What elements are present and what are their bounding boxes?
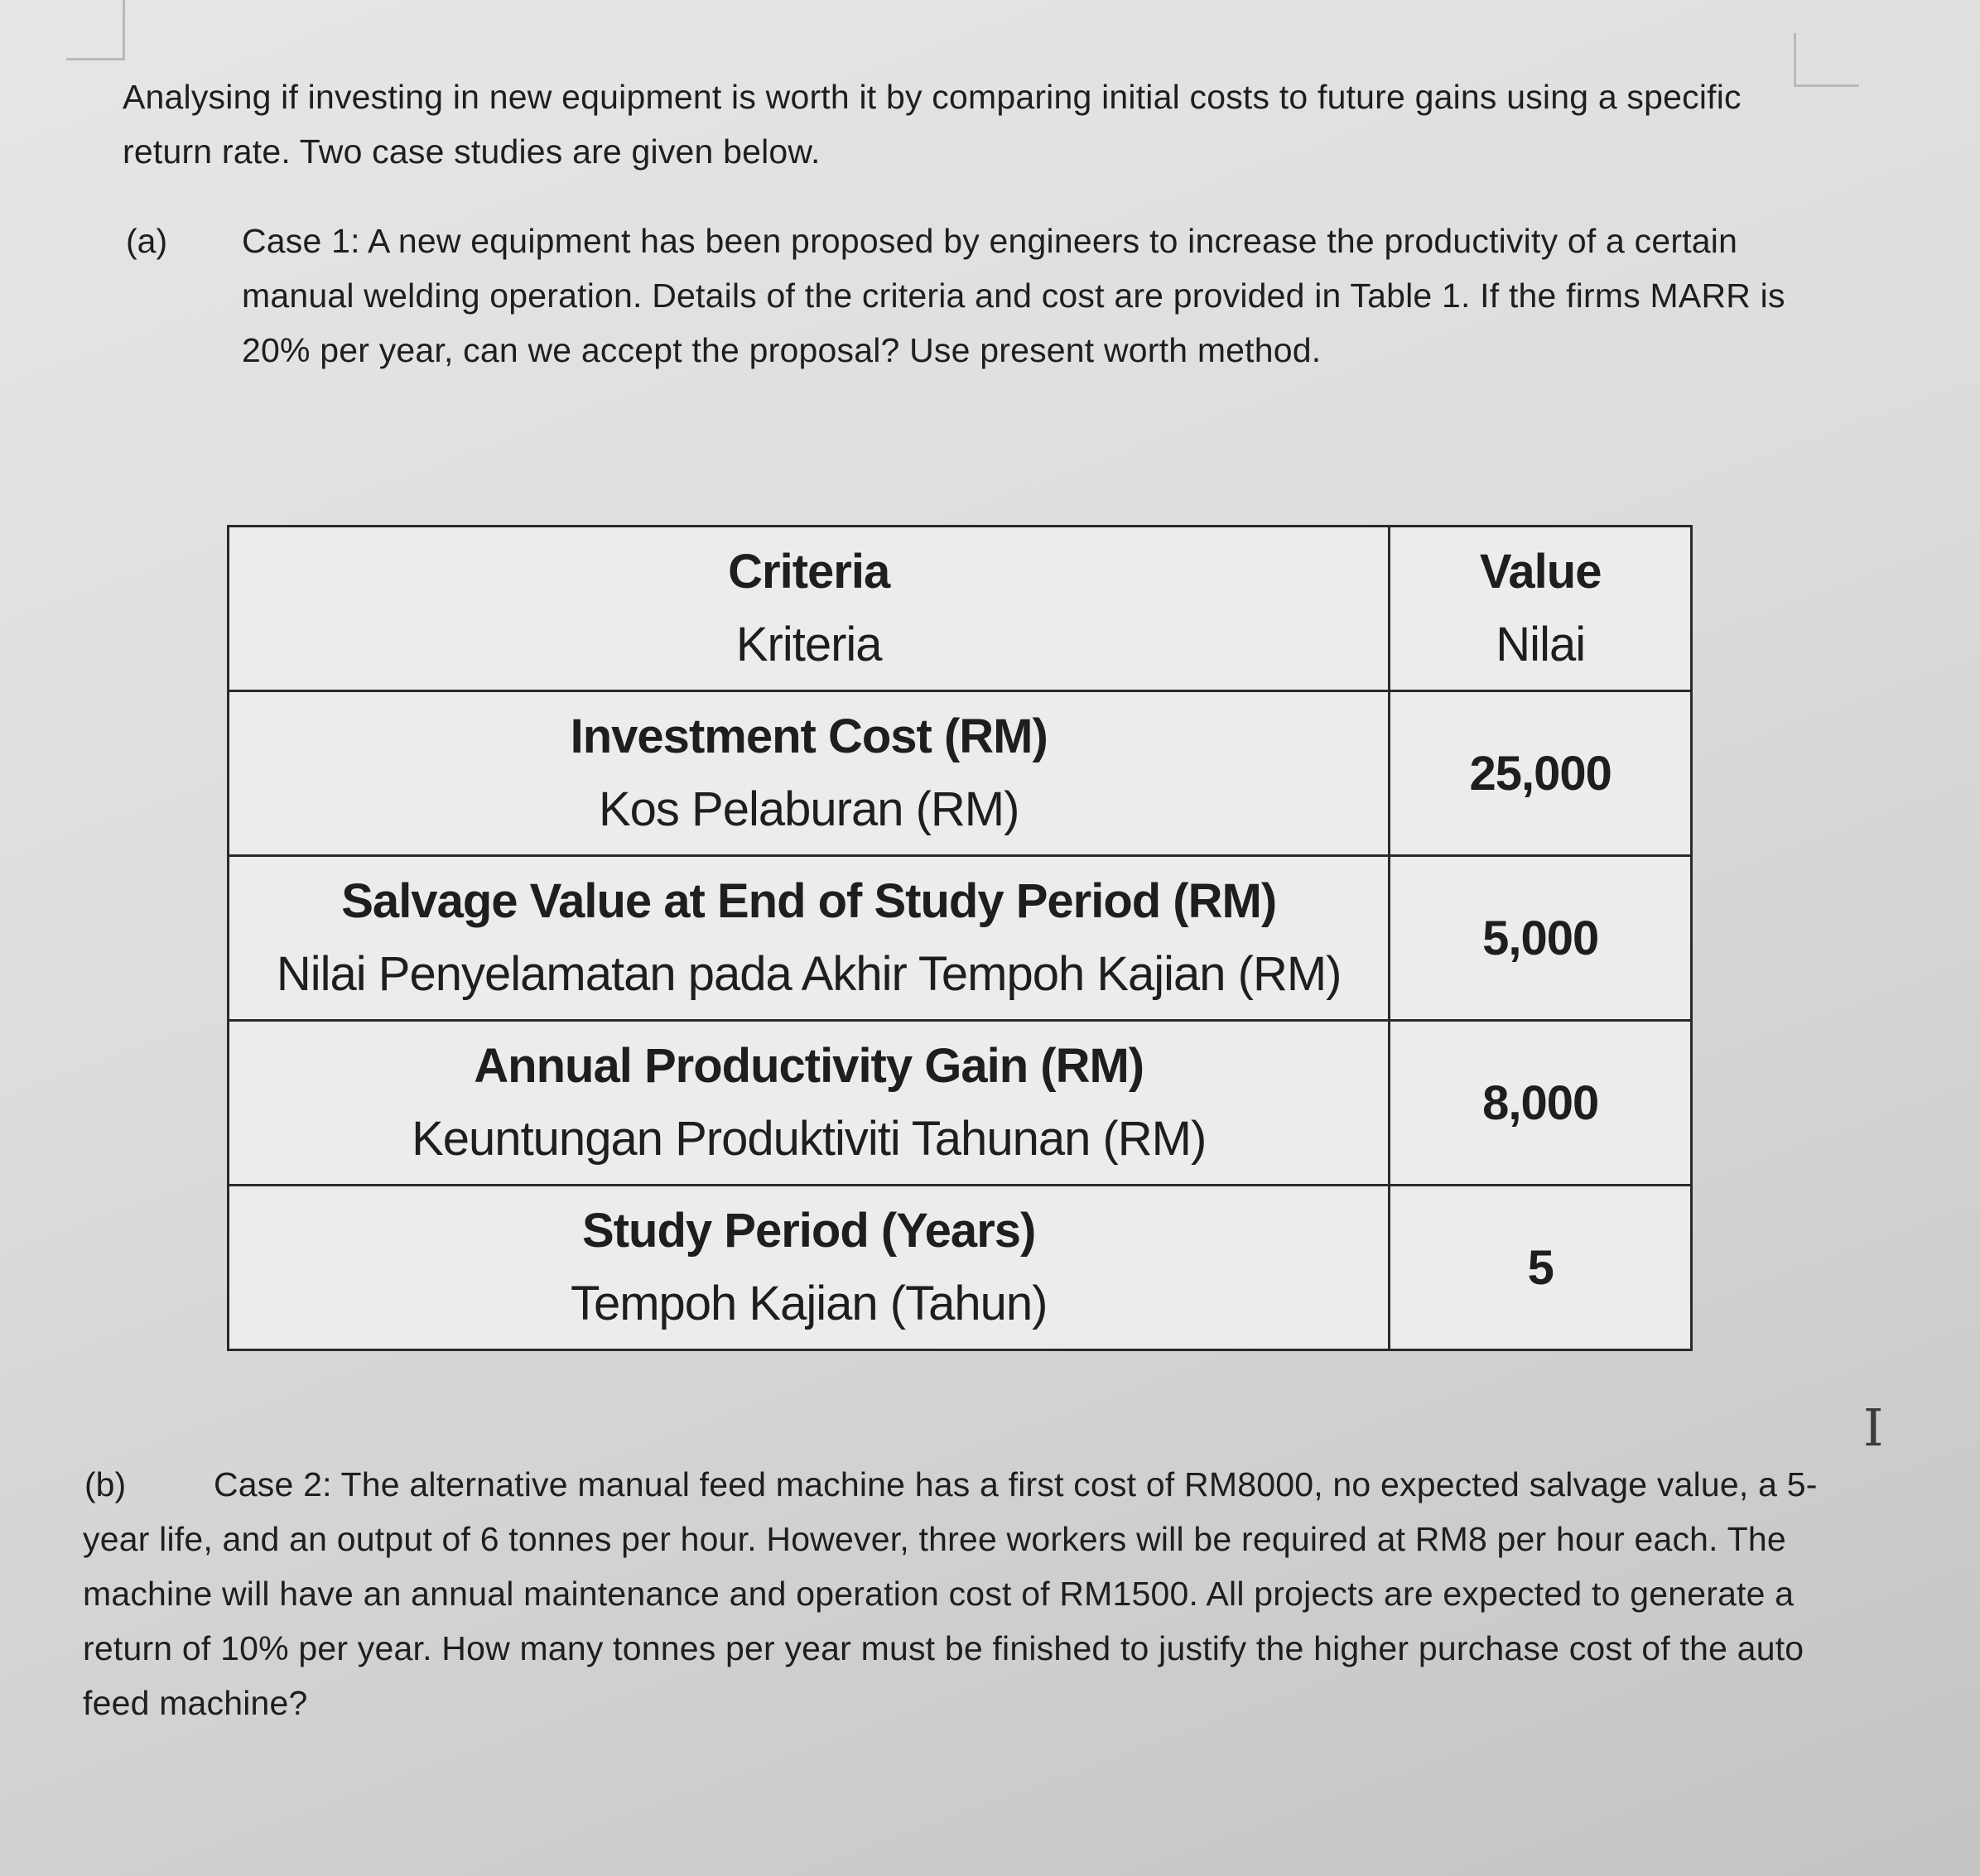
value-header-ms: Nilai [1496, 618, 1586, 671]
criteria-en: Investment Cost (RM) [570, 710, 1048, 763]
value-header-en: Value [1479, 545, 1602, 599]
table-row [229, 1021, 1692, 1186]
criteria-ms: Nilai Penyelamatan pada Akhir Tempoh Kajian (RM) [276, 947, 1342, 1001]
question-a-label: (a) [126, 222, 168, 260]
criteria-cell [229, 1021, 1390, 1186]
criteria-en: Annual Productivity Gain (RM) [474, 1039, 1144, 1093]
value-cell [1390, 856, 1692, 1021]
criteria-cell [229, 691, 1390, 856]
value-number: 5,000 [1482, 911, 1599, 965]
value-number: 25,000 [1469, 746, 1611, 801]
value-header-cell [1390, 527, 1692, 691]
criteria-ms: Kos Pelaburan (RM) [598, 782, 1019, 836]
question-b-label: (b) [84, 1465, 127, 1503]
margin-corner-mark-left [66, 0, 125, 60]
value-number: 5 [1527, 1240, 1554, 1295]
value-cell [1390, 1186, 1692, 1350]
value-cell [1390, 691, 1692, 856]
value-cell [1390, 1021, 1692, 1186]
criteria-cell [229, 1186, 1390, 1350]
criteria-header-en: Criteria [728, 545, 890, 599]
question-a-text: Case 1: A new equipment has been proposed by engineers to increase the productivity of a certain manual welding operation. Details of the criteria and cost are provided in Table 1. If the firms MARR is 20% per year, can we accept the proposal? Use present worth method. [242, 222, 1785, 369]
table-row [229, 1186, 1692, 1350]
criteria-header-cell [229, 527, 1390, 691]
criteria-header-ms: Kriteria [735, 618, 882, 671]
criteria-table [227, 525, 1693, 1351]
criteria-cell [229, 856, 1390, 1021]
table-row [229, 856, 1692, 1021]
intro-paragraph: Analysing if investing in new equipment is worth it by comparing initial costs to future gains using a specific return rate. Two case studies are given below. [123, 78, 1742, 171]
criteria-en: Study Period (Years) [582, 1204, 1036, 1258]
value-number: 8,000 [1482, 1075, 1599, 1130]
question-b-text: Case 2: The alternative manual feed machine has a first cost of RM8000, no expected salvage value, a 5-year life, and an output of 6 tonnes per hour. However, three workers will be required at RM8 per hour each. The machine will have an annual maintenance and operation cost of RM1500. All projects are expected to generate a return of 10% per year. How many tonnes per year must be finished to justify the higher purchase cost of the auto feed machine? [83, 1465, 1818, 1722]
criteria-ms: Tempoh Kajian (Tahun) [570, 1277, 1048, 1330]
text-cursor-icon: I [1863, 1397, 1884, 1458]
criteria-en: Salvage Value at End of Study Period (RM) [341, 874, 1277, 928]
table-header-row [229, 527, 1692, 691]
criteria-ms: Keuntungan Produktiviti Tahunan (RM) [412, 1112, 1207, 1166]
table-row [229, 691, 1692, 856]
